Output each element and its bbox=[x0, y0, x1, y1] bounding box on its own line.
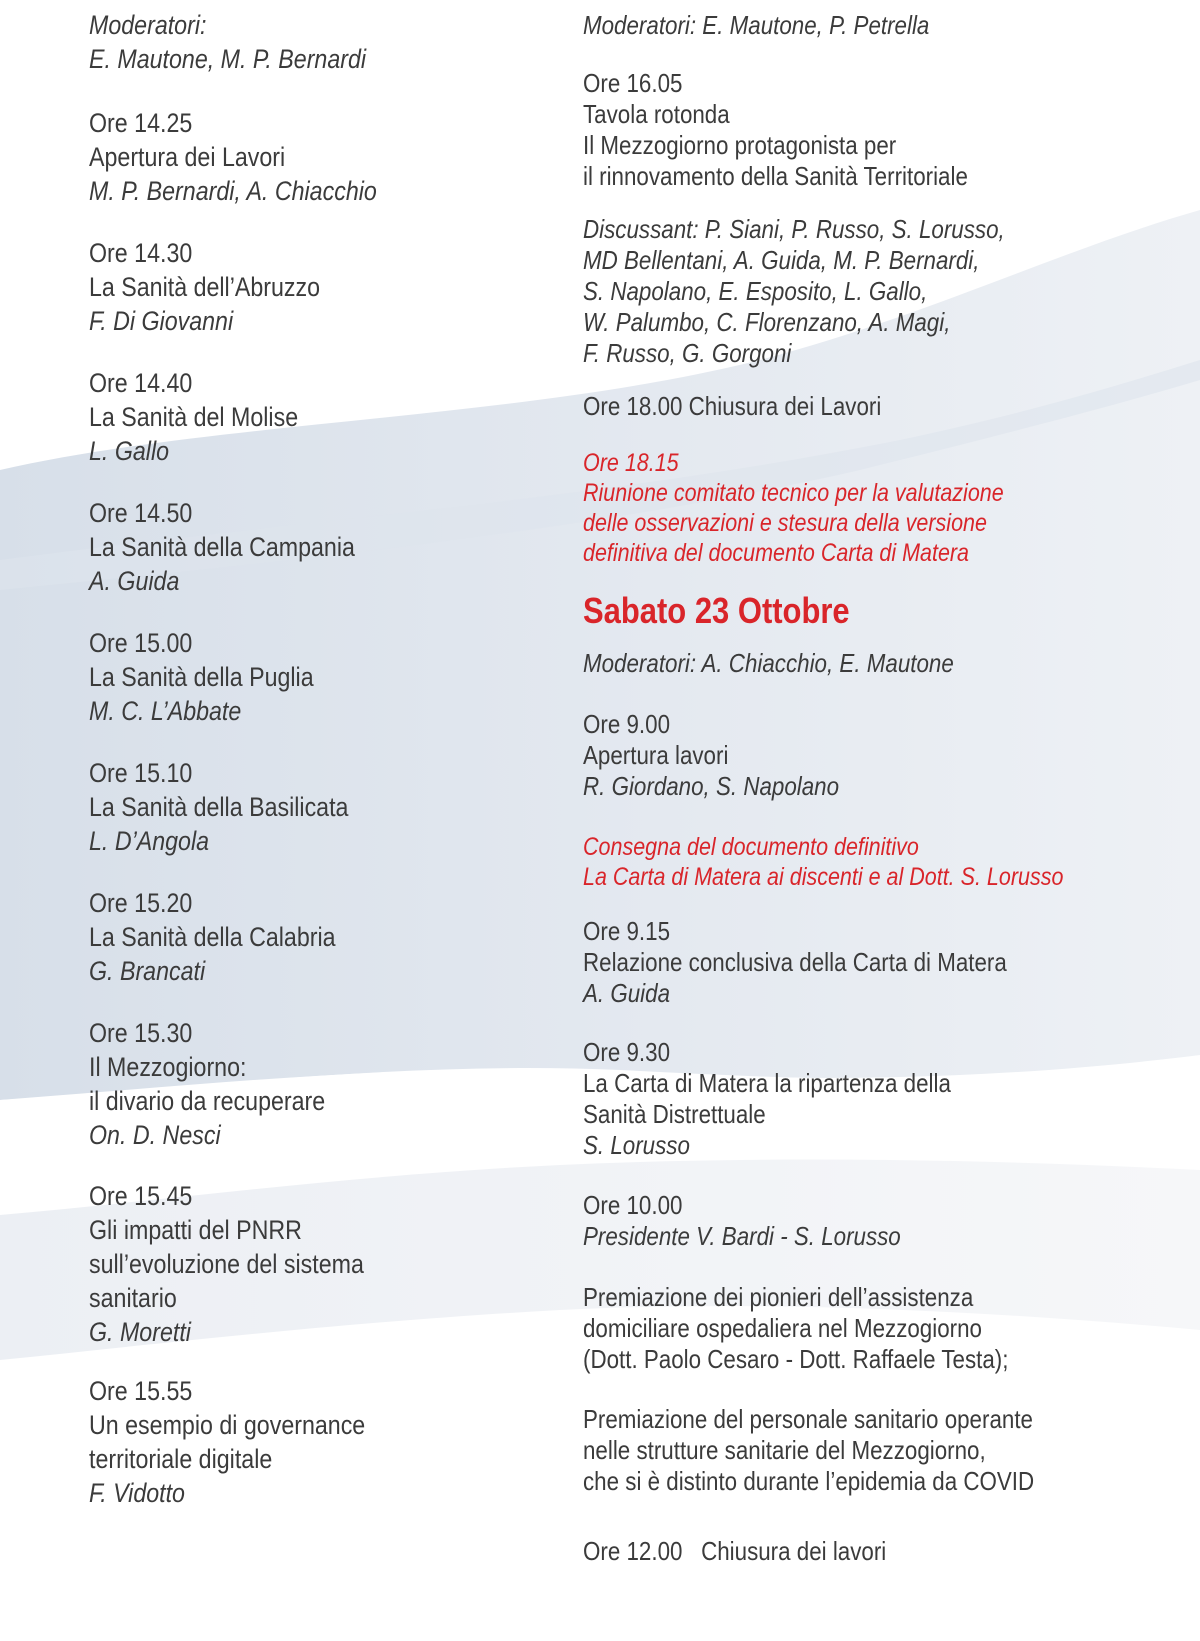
closing-block bbox=[583, 391, 930, 422]
award-block bbox=[583, 1282, 1078, 1375]
session-title: Tavola rotonda bbox=[583, 99, 730, 129]
session-time: Ore 16.05 bbox=[583, 68, 683, 98]
award-line: Premiazione del personale sanitario operante bbox=[583, 1404, 1033, 1434]
session-speaker: Presidente V. Bardi - S. Lorusso bbox=[583, 1221, 901, 1251]
session-title: La Sanità della Puglia bbox=[89, 662, 314, 692]
moderators-label: Moderatori: bbox=[89, 10, 207, 40]
award-line: (Dott. Paolo Cesaro - Dott. Raffaele Testa); bbox=[583, 1344, 1009, 1374]
committee-line: delle osservazioni e stesura della versione bbox=[583, 509, 987, 537]
day-heading: Sabato 23 Ottobre bbox=[583, 590, 850, 631]
discussants-line: Discussant: P. Siani, P. Russo, S. Lorusso, bbox=[583, 214, 1005, 244]
committee-line: definitiva del documento Carta di Matera bbox=[583, 539, 970, 567]
session-time: Ore 15.55 bbox=[89, 1376, 193, 1406]
session-title: territoriale digitale bbox=[89, 1444, 273, 1474]
session-time: Ore 14.50 bbox=[89, 498, 193, 528]
session-speaker: A. Guida bbox=[583, 978, 671, 1008]
session-block bbox=[89, 496, 398, 598]
session-block bbox=[89, 626, 350, 728]
session-title: Apertura lavori bbox=[583, 740, 729, 770]
session-time: Ore 15.10 bbox=[89, 758, 193, 788]
session-time: Ore 14.25 bbox=[89, 108, 193, 138]
session-block bbox=[89, 1179, 409, 1349]
session-block bbox=[89, 1374, 410, 1510]
discussants-line: MD Bellentani, A. Guida, M. P. Bernardi, bbox=[583, 245, 980, 275]
session-title: Un esempio di governance bbox=[89, 1410, 366, 1440]
discussants-line: S. Napolano, E. Esposito, L. Gallo, bbox=[583, 276, 928, 306]
closing-block bbox=[583, 1536, 936, 1567]
delivery-line: Consegna del documento definitivo bbox=[583, 833, 919, 861]
session-block bbox=[583, 1190, 952, 1252]
closing-line: Ore 18.00 Chiusura dei Lavori bbox=[583, 391, 882, 421]
delivery-block bbox=[583, 832, 1142, 892]
discussants-line: W. Palumbo, C. Florenzano, A. Magi, bbox=[583, 307, 951, 337]
session-time: Ore 15.30 bbox=[89, 1018, 193, 1048]
session-block bbox=[583, 916, 1076, 1009]
award-block bbox=[583, 1404, 1108, 1497]
session-speaker: S. Lorusso bbox=[583, 1130, 690, 1160]
award-line: Premiazione dei pionieri dell’assistenza bbox=[583, 1282, 974, 1312]
award-line: nelle strutture sanitarie del Mezzogiorno, bbox=[583, 1435, 986, 1465]
session-time: Ore 9.00 bbox=[583, 709, 671, 739]
moderators-block bbox=[583, 648, 1014, 679]
session-title: La Sanità dell’Abruzzo bbox=[89, 272, 321, 302]
award-line: domiciliare ospedaliera nel Mezzogiorno bbox=[583, 1313, 982, 1343]
session-block bbox=[89, 756, 391, 858]
session-title: sanitario bbox=[89, 1283, 177, 1313]
session-time: Ore 15.00 bbox=[89, 628, 193, 658]
delivery-line: La Carta di Matera ai discenti e al Dott. S. Lorusso bbox=[583, 863, 1064, 891]
session-title: La Sanità della Basilicata bbox=[89, 792, 349, 822]
round-table-block bbox=[583, 68, 1031, 192]
session-speaker: L. Gallo bbox=[89, 436, 170, 466]
committee-block bbox=[583, 448, 1072, 568]
session-title: La Sanità della Calabria bbox=[89, 922, 336, 952]
session-block bbox=[89, 236, 358, 338]
session-speaker: G. Brancati bbox=[89, 956, 206, 986]
session-title: Apertura dei Lavori bbox=[89, 142, 286, 172]
session-time: Ore 10.00 bbox=[583, 1190, 683, 1220]
session-block bbox=[89, 1016, 364, 1152]
closing-line: Ore 12.00 Chiusura dei lavori bbox=[583, 1536, 887, 1566]
session-speaker: On. D. Nesci bbox=[89, 1120, 221, 1150]
award-line: che si è distinto durante l’epidemia da COVID bbox=[583, 1466, 1035, 1496]
session-title: La Carta di Matera la ripartenza della bbox=[583, 1068, 951, 1098]
session-title: Il Mezzogiorno protagonista per bbox=[583, 130, 897, 160]
session-title: sull’evoluzione del sistema bbox=[89, 1249, 364, 1279]
moderators-line: Moderatori: E. Mautone, P. Petrella bbox=[583, 10, 930, 40]
discussants-block bbox=[583, 214, 1073, 369]
session-block bbox=[583, 1037, 1011, 1161]
session-speaker: F. Di Giovanni bbox=[89, 306, 234, 336]
session-speaker: M. P. Bernardi, A. Chiacchio bbox=[89, 176, 377, 206]
session-title: Relazione conclusiva della Carta di Matera bbox=[583, 947, 1007, 977]
session-title: Gli impatti del PNRR bbox=[89, 1215, 302, 1245]
moderators-block bbox=[89, 8, 411, 76]
moderators-block bbox=[583, 10, 986, 41]
session-time: Ore 9.30 bbox=[583, 1037, 671, 1067]
session-time: Ore 14.40 bbox=[89, 368, 193, 398]
session-title: La Sanità della Campania bbox=[89, 532, 355, 562]
session-title: il rinnovamento della Sanità Territoriale bbox=[583, 161, 968, 191]
session-speaker: L. D’Angola bbox=[89, 826, 210, 856]
committee-line: Riunione comitato tecnico per la valutazione bbox=[583, 479, 1004, 507]
moderators-names: E. Mautone, M. P. Bernardi bbox=[89, 44, 367, 74]
session-speaker: G. Moretti bbox=[89, 1317, 191, 1347]
session-block bbox=[583, 709, 881, 802]
session-speaker: F. Vidotto bbox=[89, 1478, 185, 1508]
session-time: Ore 14.30 bbox=[89, 238, 193, 268]
session-title: Il Mezzogiorno: bbox=[89, 1052, 247, 1082]
session-time: Ore 15.45 bbox=[89, 1181, 193, 1211]
session-block bbox=[89, 366, 332, 468]
moderators-line: Moderatori: A. Chiacchio, E. Mautone bbox=[583, 648, 954, 678]
session-time: Ore 15.20 bbox=[89, 888, 193, 918]
session-title: Sanità Distrettuale bbox=[583, 1099, 766, 1129]
session-time: Ore 18.15 bbox=[583, 449, 679, 477]
session-title: il divario da recuperare bbox=[89, 1086, 326, 1116]
session-block bbox=[89, 886, 376, 988]
session-title: La Sanità del Molise bbox=[89, 402, 299, 432]
session-speaker: M. C. L’Abbate bbox=[89, 696, 242, 726]
session-speaker: A. Guida bbox=[89, 566, 180, 596]
session-time: Ore 9.15 bbox=[583, 916, 671, 946]
session-block bbox=[89, 106, 424, 208]
discussants-line: F. Russo, G. Gorgoni bbox=[583, 338, 792, 368]
session-speaker: R. Giordano, S. Napolano bbox=[583, 771, 840, 801]
